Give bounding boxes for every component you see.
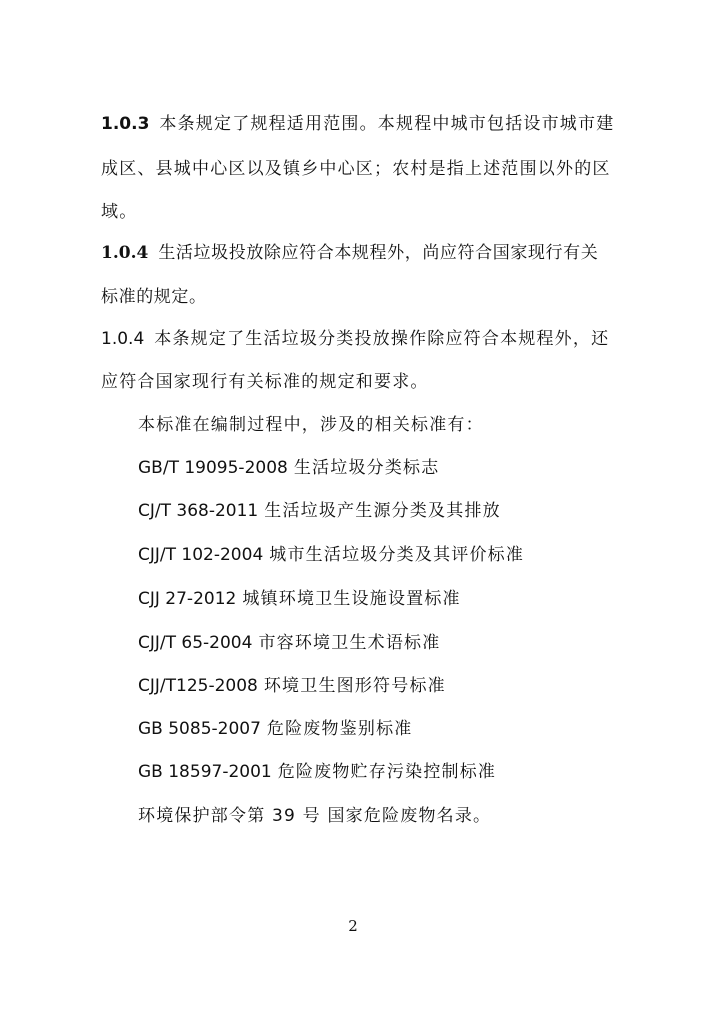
section-1-0-3-line-3: 域。 (101, 202, 138, 222)
standard-code: GB/T 19095-2008 (138, 458, 288, 478)
standard-item (138, 587, 461, 611)
section-1-0-4b-line-1 (101, 327, 609, 351)
section-1-0-4-line-1 (101, 241, 598, 265)
section-number: 1.0.4 (101, 329, 145, 349)
standard-name: 环境卫生图形符号标准 (263, 676, 446, 696)
standard-code: CJ/T 368-2011 (138, 501, 259, 521)
standard-item (138, 543, 524, 567)
standard-code: CJJ/T 102-2004 (138, 545, 264, 565)
standard-code: GB 5085-2007 (138, 719, 261, 739)
section-text: 生活垃圾投放除应符合本规程外，尚应符合国家现行有关 (158, 243, 599, 263)
standard-name: 生活垃圾分类标志 (293, 458, 440, 478)
standards-intro: 本标准在编制过程中，涉及的相关标准有： (138, 415, 484, 435)
standard-name: 市容环境卫生术语标准 (258, 633, 441, 653)
standard-name: 城镇环境卫生设施设置标准 (242, 589, 461, 609)
section-1-0-4-line-2: 标准的规定。 (101, 287, 207, 307)
standard-code: GB 18597-2001 (138, 762, 272, 782)
standard-item (138, 674, 446, 698)
standard-name: 危险废物贮存污染控制标准 (277, 762, 497, 782)
standard-code: CJJ 27-2012 (138, 589, 237, 609)
page-number: 2 (348, 917, 358, 935)
standard-item (138, 499, 501, 523)
standard-item (138, 456, 439, 480)
section-1-0-3-line-1 (101, 112, 614, 136)
standard-item (138, 717, 413, 741)
standard-name: 城市生活垃圾分类及其评价标准 (269, 545, 525, 565)
standard-code: CJJ/T 65-2004 (138, 633, 253, 653)
section-text: 本条规定了生活垃圾分类投放操作除应符合本规程外，还 (154, 329, 610, 349)
standard-item (138, 631, 440, 655)
section-number: 1.0.3 (101, 114, 150, 134)
standard-name: 危险废物鉴别标准 (266, 719, 413, 739)
decree-line: 环境保护部令第 39 号 国家危险废物名录。 (138, 806, 492, 826)
standard-item (138, 760, 496, 784)
standard-code: CJJ/T125-2008 (138, 676, 258, 696)
section-1-0-4b-line-2: 应符合国家现行有关标准的规定和要求。 (101, 372, 429, 392)
section-number: 1.0.4 (101, 243, 149, 263)
section-1-0-3-line-2: 成区、县城中心区以及镇乡中心区；农村是指上述范围以外的区 (101, 159, 611, 179)
section-text: 本条规定了规程适用范围。本规程中城市包括设市城市建 (159, 114, 615, 134)
standard-name: 生活垃圾产生源分类及其排放 (264, 501, 501, 521)
